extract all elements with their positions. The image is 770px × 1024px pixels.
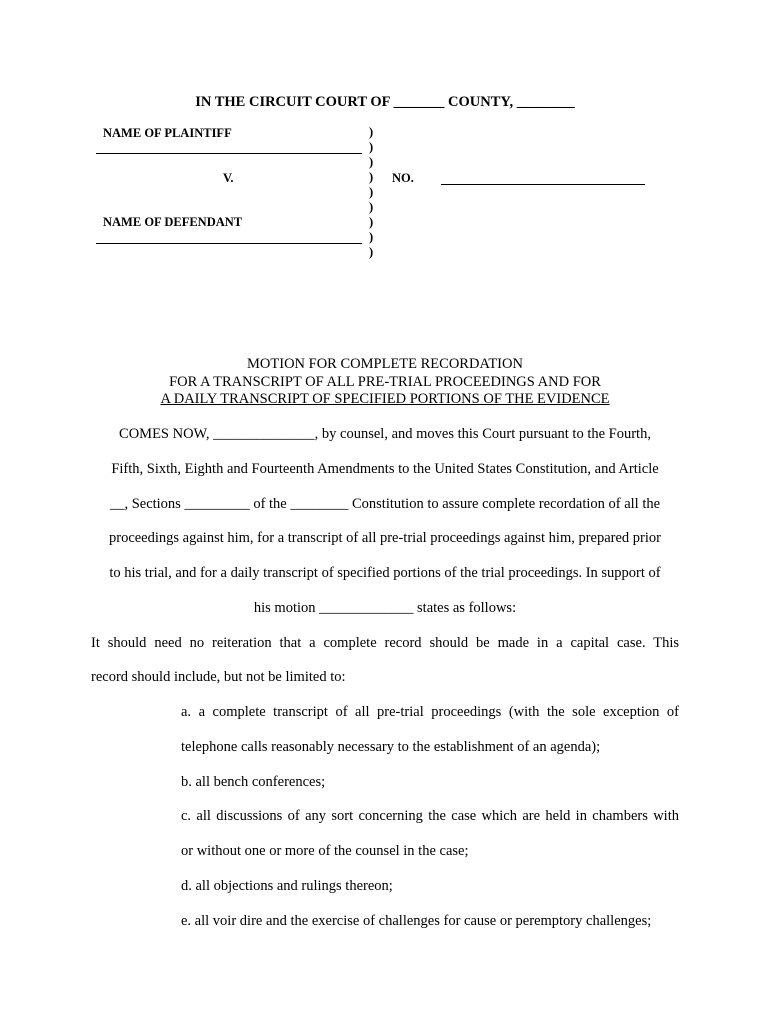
- intro-line: proceedings against him, for a transcript of all pre-trial proceedings against him, prepared prior: [108, 530, 661, 546]
- paragraph-line: It should need no reiteration that a complete record should be made in a capital case. This: [91, 635, 679, 651]
- defendant-signature-line: [96, 243, 362, 244]
- intro-line: COMES NOW, ______________, by counsel, and moves this Court pursuant to the Fourth,: [119, 426, 651, 442]
- motion-title-line-1: MOTION FOR COMPLETE RECORDATION: [247, 356, 523, 372]
- list-item-c: c. all discussions of any sort concerning the case which are held in chambers with: [181, 808, 679, 824]
- caption-paren: ): [369, 200, 374, 214]
- motion-title-line-3: A DAILY TRANSCRIPT OF SPECIFIED PORTIONS OF THE EVIDENCE: [160, 391, 610, 407]
- caption-paren: ): [369, 125, 374, 139]
- case-number-line: [441, 184, 645, 185]
- intro-line: __, Sections _________ of the ________ Constitution to assure complete recordation of all the: [109, 496, 661, 512]
- plaintiff-signature-line: [96, 153, 362, 154]
- caption-paren: ): [369, 230, 374, 244]
- caption-paren: ): [369, 185, 374, 199]
- list-item-a-continued: telephone calls reasonably necessary to the establishment of an agenda);: [181, 739, 601, 755]
- defendant-label: NAME OF DEFENDANT: [103, 215, 243, 229]
- plaintiff-label: NAME OF PLAINTIFF: [103, 126, 232, 140]
- intro-line: to his trial, and for a daily transcript of specified portions of the trial proceedings. In support of: [109, 565, 661, 581]
- list-item-c-continued: or without one or more of the counsel in the case;: [181, 843, 469, 859]
- intro-line: his motion _____________ states as follows:: [253, 600, 517, 616]
- list-item-a: a. a complete transcript of all pre-trial proceedings (with the sole exception of: [181, 704, 679, 720]
- motion-title-line-2: FOR A TRANSCRIPT OF ALL PRE-TRIAL PROCEEDINGS AND FOR: [169, 374, 601, 390]
- list-item-d: d. all objections and rulings thereon;: [181, 878, 393, 894]
- caption-paren: ): [369, 140, 374, 154]
- versus-label: V.: [223, 171, 234, 185]
- court-heading: IN THE CIRCUIT COURT OF _______ COUNTY, ________: [195, 94, 575, 110]
- list-item-e: e. all voir dire and the exercise of challenges for cause or peremptory challenges;: [181, 913, 652, 929]
- list-item-b: b. all bench conferences;: [181, 774, 326, 790]
- caption-paren: ): [369, 245, 374, 259]
- case-number-label: NO.: [392, 171, 414, 185]
- caption-paren: ): [369, 215, 374, 229]
- caption-paren: ): [369, 170, 374, 184]
- caption-paren: ): [369, 155, 374, 169]
- intro-line: Fifth, Sixth, Eighth and Fourteenth Amendments to the United States Constitution, and Article: [111, 461, 659, 477]
- paragraph-line: record should include, but not be limited to:: [91, 669, 346, 685]
